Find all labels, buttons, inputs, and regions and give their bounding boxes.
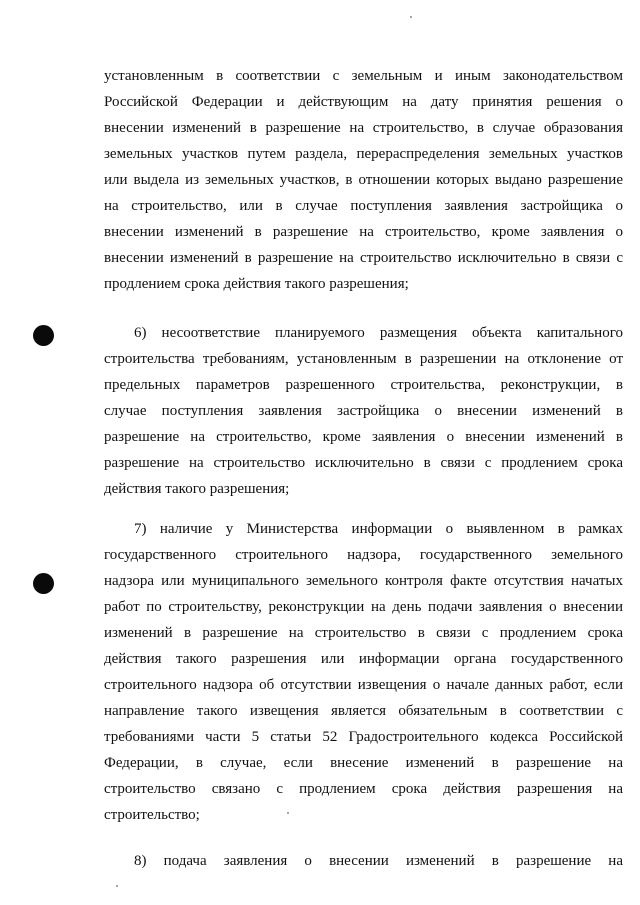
text-line: предельных параметров разрешенного строительства, реконструкции, в [104,377,623,393]
text-line: направление такого извещения является обязательным в соответствии с [104,703,623,719]
text-line: 6) несоответствие планируемого размещения объекта капитального [134,325,623,341]
text-line: или выдела из земельных участков, в отношении которых выдано разрешение [104,172,623,188]
text-line: разрешение на строительство исключительно в связи с продлением срока [104,455,623,471]
text-line: продлением срока действия такого разрешения; [104,276,409,292]
scan-speck [410,16,412,18]
text-line: действия такого разрешения или информации органа государственного [104,651,623,667]
text-line: строительства требованиям, установленным в разрешении на отклонение от [104,351,623,367]
scan-speck [116,885,118,887]
text-line: земельных участков путем раздела, перераспределения земельных участков [104,146,623,162]
text-line: строительство; [104,807,200,823]
text-line: внесении изменений в разрешение на строительство, кроме заявления о [104,224,623,240]
text-line: внесении изменений в разрешение на строительство, в случае образования [104,120,623,136]
text-line: требованиями части 5 статьи 52 Градостроительного кодекса Российской [104,729,623,745]
punch-hole-mark [33,573,54,594]
text-line: государственного строительного надзора, государственного земельного [104,547,623,563]
text-line: внесении изменений в разрешение на строительство исключительно в связи с [104,250,623,266]
text-line: работ по строительству, реконструкции на день подачи заявления о внесении [104,599,623,615]
punch-hole-mark [33,325,54,346]
text-line: строительного надзора об отсутствии извещения о начале данных работ, если [104,677,623,693]
text-line: установленным в соответствии с земельным и иным законодательством [104,68,623,84]
text-line: на строительство, или в случае поступления заявления застройщика о [104,198,623,214]
text-line: строительство связано с продлением срока действия разрешения на [104,781,623,797]
text-line: 8) подача заявления о внесении изменений в разрешение на [134,853,623,869]
paragraph-item-7 [104,516,623,828]
text-line: изменений в разрешение на строительство в связи с продлением срока [104,625,623,641]
text-line: разрешение на строительство, кроме заявления о внесении изменений в [104,429,623,445]
paragraph-continuation [104,63,623,297]
paragraph-item-8 [104,848,623,874]
text-line: 7) наличие у Министерства информации о выявленном в рамках [134,521,623,537]
text-line: надзора или муниципального земельного контроля факте отсутствия начатых [104,573,623,589]
text-line: случае поступления заявления застройщика о внесении изменений в [104,403,623,419]
text-line: действия такого разрешения; [104,481,290,497]
text-line: Федерации, в случае, если внесение изменений в разрешение на [104,755,623,771]
text-line: Российской Федерации и действующим на дату принятия решения о [104,94,623,110]
paragraph-item-6 [104,320,623,502]
